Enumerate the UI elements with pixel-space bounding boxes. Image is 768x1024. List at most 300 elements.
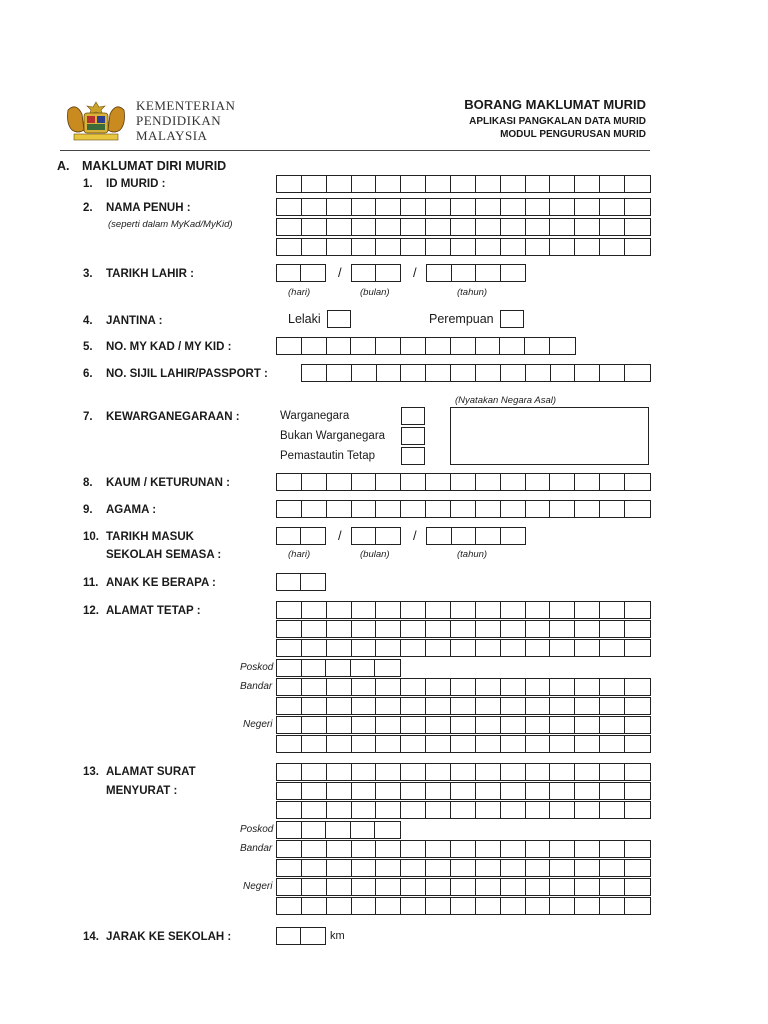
input-box-cell[interactable]	[302, 219, 327, 235]
input-box-cell[interactable]	[550, 474, 575, 490]
input-box-cell[interactable]	[525, 338, 550, 354]
input-box-cell[interactable]	[277, 265, 301, 281]
tarikh-lahir-day-boxes[interactable]	[276, 264, 326, 282]
input-box-cell[interactable]	[327, 219, 352, 235]
input-box-cell[interactable]	[376, 679, 401, 695]
input-box-cell[interactable]	[375, 822, 400, 838]
input-box-cell[interactable]	[600, 698, 625, 714]
input-box-cell[interactable]	[526, 879, 551, 895]
input-box-cell[interactable]	[501, 199, 526, 215]
alamat-tetap-bandar-boxes-row1[interactable]	[276, 678, 651, 696]
tarikh-masuk-month-boxes[interactable]	[351, 527, 401, 545]
input-box-cell[interactable]	[476, 879, 501, 895]
input-box-cell[interactable]	[526, 698, 551, 714]
input-box-cell[interactable]	[376, 860, 401, 876]
nama-penuh-boxes-row2[interactable]	[276, 218, 651, 236]
input-box-cell[interactable]	[625, 239, 650, 255]
input-box-cell[interactable]	[501, 717, 526, 733]
input-box-cell[interactable]	[476, 365, 501, 381]
input-box-cell[interactable]	[575, 783, 600, 799]
input-box-cell[interactable]	[526, 841, 551, 857]
input-box-cell[interactable]	[501, 501, 526, 517]
input-box-cell[interactable]	[277, 474, 302, 490]
alamat-surat-boxes-row3[interactable]	[276, 801, 651, 819]
input-box-cell[interactable]	[352, 679, 377, 695]
input-box-cell[interactable]	[352, 698, 377, 714]
input-box-cell[interactable]	[352, 898, 377, 914]
input-box-cell[interactable]	[302, 660, 327, 676]
input-box-cell[interactable]	[327, 764, 352, 780]
input-box-cell[interactable]	[401, 640, 426, 656]
input-box-cell[interactable]	[600, 783, 625, 799]
alamat-tetap-boxes-row3[interactable]	[276, 639, 651, 657]
input-box-cell[interactable]	[600, 199, 625, 215]
input-box-cell[interactable]	[526, 679, 551, 695]
input-box-cell[interactable]	[327, 338, 352, 354]
input-box-cell[interactable]	[600, 239, 625, 255]
input-box-cell[interactable]	[451, 365, 476, 381]
negara-asal-field[interactable]	[450, 407, 649, 465]
input-box-cell[interactable]	[302, 879, 327, 895]
alamat-surat-boxes-row1[interactable]	[276, 763, 651, 781]
input-box-cell[interactable]	[401, 219, 426, 235]
input-box-cell[interactable]	[625, 736, 650, 752]
input-box-cell[interactable]	[476, 802, 501, 818]
id-murid-boxes[interactable]	[276, 175, 651, 193]
input-box-cell[interactable]	[550, 239, 575, 255]
alamat-tetap-bandar-boxes-row2[interactable]	[276, 697, 651, 715]
input-box-cell[interactable]	[277, 219, 302, 235]
input-box-cell[interactable]	[575, 365, 600, 381]
input-box-cell[interactable]	[501, 898, 526, 914]
input-box-cell[interactable]	[575, 621, 600, 637]
input-box-cell[interactable]	[426, 698, 451, 714]
input-box-cell[interactable]	[352, 501, 377, 517]
input-box-cell[interactable]	[352, 764, 377, 780]
input-box-cell[interactable]	[501, 621, 526, 637]
input-box-cell[interactable]	[352, 736, 377, 752]
input-box-cell[interactable]	[575, 841, 600, 857]
alamat-surat-poskod-boxes[interactable]	[276, 821, 401, 839]
input-box-cell[interactable]	[501, 736, 526, 752]
input-box-cell[interactable]	[575, 879, 600, 895]
alamat-surat-negeri-boxes-row2[interactable]	[276, 897, 651, 915]
tarikh-masuk-year-boxes[interactable]	[426, 527, 526, 545]
input-box-cell[interactable]	[401, 199, 426, 215]
input-box-cell[interactable]	[476, 219, 501, 235]
input-box-cell[interactable]	[600, 736, 625, 752]
input-box-cell[interactable]	[277, 621, 302, 637]
input-box-cell[interactable]	[550, 640, 575, 656]
input-box-cell[interactable]	[352, 841, 377, 857]
input-box-cell[interactable]	[600, 898, 625, 914]
bukan-warganegara-checkbox[interactable]	[401, 427, 425, 445]
input-box-cell[interactable]	[376, 474, 401, 490]
input-box-cell[interactable]	[376, 783, 401, 799]
input-box-cell[interactable]	[351, 660, 376, 676]
input-box-cell[interactable]	[352, 365, 377, 381]
input-box-cell[interactable]	[501, 698, 526, 714]
input-box-cell[interactable]	[551, 365, 576, 381]
input-box-cell[interactable]	[301, 265, 325, 281]
input-box-cell[interactable]	[501, 474, 526, 490]
input-box-cell[interactable]	[600, 802, 625, 818]
input-box-cell[interactable]	[327, 841, 352, 857]
input-box-cell[interactable]	[600, 841, 625, 857]
input-box-cell[interactable]	[451, 602, 476, 618]
input-box-cell[interactable]	[575, 698, 600, 714]
input-box-cell[interactable]	[550, 764, 575, 780]
input-box-cell[interactable]	[302, 679, 327, 695]
input-box-cell[interactable]	[376, 879, 401, 895]
input-box-cell[interactable]	[526, 365, 551, 381]
input-box-cell[interactable]	[376, 176, 401, 192]
input-box-cell[interactable]	[401, 679, 426, 695]
input-box-cell[interactable]	[302, 860, 327, 876]
input-box-cell[interactable]	[575, 860, 600, 876]
input-box-cell[interactable]	[625, 764, 650, 780]
input-box-cell[interactable]	[451, 764, 476, 780]
input-box-cell[interactable]	[575, 501, 600, 517]
input-box-cell[interactable]	[625, 860, 650, 876]
input-box-cell[interactable]	[277, 822, 302, 838]
input-box-cell[interactable]	[476, 474, 501, 490]
input-box-cell[interactable]	[526, 501, 551, 517]
input-box-cell[interactable]	[476, 841, 501, 857]
input-box-cell[interactable]	[526, 219, 551, 235]
input-box-cell[interactable]	[600, 764, 625, 780]
input-box-cell[interactable]	[302, 338, 327, 354]
input-box-cell[interactable]	[401, 501, 426, 517]
input-box-cell[interactable]	[451, 621, 476, 637]
input-box-cell[interactable]	[376, 239, 401, 255]
input-box-cell[interactable]	[327, 621, 352, 637]
input-box-cell[interactable]	[501, 802, 526, 818]
input-box-cell[interactable]	[451, 199, 476, 215]
input-box-cell[interactable]	[575, 199, 600, 215]
input-box-cell[interactable]	[476, 528, 501, 544]
input-box-cell[interactable]	[327, 501, 352, 517]
input-box-cell[interactable]	[427, 528, 452, 544]
input-box-cell[interactable]	[376, 717, 401, 733]
input-box-cell[interactable]	[426, 736, 451, 752]
input-box-cell[interactable]	[376, 265, 400, 281]
input-box-cell[interactable]	[401, 879, 426, 895]
input-box-cell[interactable]	[476, 717, 501, 733]
alamat-surat-bandar-boxes-row2[interactable]	[276, 859, 651, 877]
input-box-cell[interactable]	[451, 501, 476, 517]
input-box-cell[interactable]	[401, 841, 426, 857]
input-box-cell[interactable]	[302, 621, 327, 637]
input-box-cell[interactable]	[500, 338, 525, 354]
input-box-cell[interactable]	[327, 898, 352, 914]
input-box-cell[interactable]	[451, 219, 476, 235]
input-box-cell[interactable]	[550, 219, 575, 235]
input-box-cell[interactable]	[302, 822, 327, 838]
input-box-cell[interactable]	[302, 764, 327, 780]
input-box-cell[interactable]	[600, 879, 625, 895]
input-box-cell[interactable]	[326, 660, 351, 676]
input-box-cell[interactable]	[327, 602, 352, 618]
input-box-cell[interactable]	[302, 841, 327, 857]
input-box-cell[interactable]	[375, 660, 400, 676]
input-box-cell[interactable]	[426, 640, 451, 656]
input-box-cell[interactable]	[302, 736, 327, 752]
input-box-cell[interactable]	[501, 783, 526, 799]
input-box-cell[interactable]	[302, 474, 327, 490]
input-box-cell[interactable]	[302, 176, 327, 192]
input-box-cell[interactable]	[302, 365, 327, 381]
input-box-cell[interactable]	[277, 802, 302, 818]
perempuan-checkbox[interactable]	[500, 310, 524, 328]
input-box-cell[interactable]	[575, 640, 600, 656]
input-box-cell[interactable]	[277, 176, 302, 192]
pemastautin-tetap-checkbox[interactable]	[401, 447, 425, 465]
input-box-cell[interactable]	[401, 698, 426, 714]
alamat-tetap-boxes-row2[interactable]	[276, 620, 651, 638]
input-box-cell[interactable]	[526, 239, 551, 255]
input-box-cell[interactable]	[451, 783, 476, 799]
input-box-cell[interactable]	[327, 860, 352, 876]
tarikh-masuk-day-boxes[interactable]	[276, 527, 326, 545]
input-box-cell[interactable]	[550, 736, 575, 752]
input-box-cell[interactable]	[302, 802, 327, 818]
input-box-cell[interactable]	[376, 199, 401, 215]
input-box-cell[interactable]	[451, 717, 476, 733]
input-box-cell[interactable]	[451, 736, 476, 752]
input-box-cell[interactable]	[550, 783, 575, 799]
input-box-cell[interactable]	[426, 602, 451, 618]
input-box-cell[interactable]	[426, 176, 451, 192]
input-box-cell[interactable]	[376, 841, 401, 857]
input-box-cell[interactable]	[277, 717, 302, 733]
input-box-cell[interactable]	[476, 860, 501, 876]
input-box-cell[interactable]	[625, 219, 650, 235]
input-box-cell[interactable]	[327, 176, 352, 192]
input-box-cell[interactable]	[451, 802, 476, 818]
input-box-cell[interactable]	[575, 176, 600, 192]
input-box-cell[interactable]	[452, 528, 477, 544]
input-box-cell[interactable]	[401, 764, 426, 780]
input-box-cell[interactable]	[501, 528, 525, 544]
input-box-cell[interactable]	[401, 474, 426, 490]
tarikh-lahir-month-boxes[interactable]	[351, 264, 401, 282]
input-box-cell[interactable]	[526, 640, 551, 656]
input-box-cell[interactable]	[426, 679, 451, 695]
input-box-cell[interactable]	[426, 239, 451, 255]
input-box-cell[interactable]	[526, 783, 551, 799]
input-box-cell[interactable]	[625, 640, 650, 656]
input-box-cell[interactable]	[575, 898, 600, 914]
input-box-cell[interactable]	[575, 764, 600, 780]
input-box-cell[interactable]	[476, 640, 501, 656]
input-box-cell[interactable]	[550, 199, 575, 215]
input-box-cell[interactable]	[352, 860, 377, 876]
input-box-cell[interactable]	[501, 640, 526, 656]
input-box-cell[interactable]	[451, 176, 476, 192]
input-box-cell[interactable]	[600, 621, 625, 637]
input-box-cell[interactable]	[451, 239, 476, 255]
alamat-tetap-negeri-boxes-row2[interactable]	[276, 735, 651, 753]
input-box-cell[interactable]	[575, 474, 600, 490]
input-box-cell[interactable]	[427, 265, 452, 281]
input-box-cell[interactable]	[376, 338, 401, 354]
input-box-cell[interactable]	[451, 898, 476, 914]
input-box-cell[interactable]	[426, 621, 451, 637]
input-box-cell[interactable]	[600, 176, 625, 192]
input-box-cell[interactable]	[426, 764, 451, 780]
input-box-cell[interactable]	[476, 679, 501, 695]
input-box-cell[interactable]	[550, 717, 575, 733]
input-box-cell[interactable]	[277, 679, 302, 695]
nama-penuh-boxes-row3[interactable]	[276, 238, 651, 256]
anak-ke-berapa-boxes[interactable]	[276, 573, 326, 591]
input-box-cell[interactable]	[501, 602, 526, 618]
input-box-cell[interactable]	[426, 898, 451, 914]
input-box-cell[interactable]	[301, 528, 325, 544]
input-box-cell[interactable]	[376, 219, 401, 235]
alamat-tetap-boxes-row1[interactable]	[276, 601, 651, 619]
input-box-cell[interactable]	[476, 764, 501, 780]
input-box-cell[interactable]	[326, 822, 351, 838]
kaum-boxes[interactable]	[276, 473, 651, 491]
input-box-cell[interactable]	[327, 802, 352, 818]
input-box-cell[interactable]	[352, 176, 377, 192]
input-box-cell[interactable]	[302, 640, 327, 656]
input-box-cell[interactable]	[476, 176, 501, 192]
input-box-cell[interactable]	[376, 602, 401, 618]
input-box-cell[interactable]	[426, 783, 451, 799]
input-box-cell[interactable]	[302, 199, 327, 215]
input-box-cell[interactable]	[277, 660, 302, 676]
input-box-cell[interactable]	[451, 698, 476, 714]
input-box-cell[interactable]	[302, 239, 327, 255]
input-box-cell[interactable]	[476, 501, 501, 517]
input-box-cell[interactable]	[376, 501, 401, 517]
input-box-cell[interactable]	[625, 176, 650, 192]
lelaki-checkbox[interactable]	[327, 310, 351, 328]
input-box-cell[interactable]	[277, 338, 302, 354]
input-box-cell[interactable]	[352, 239, 377, 255]
input-box-cell[interactable]	[501, 879, 526, 895]
input-box-cell[interactable]	[352, 602, 377, 618]
input-box-cell[interactable]	[302, 698, 327, 714]
sijil-lahir-boxes[interactable]	[301, 364, 651, 382]
input-box-cell[interactable]	[401, 717, 426, 733]
input-box-cell[interactable]	[526, 717, 551, 733]
input-box-cell[interactable]	[277, 764, 302, 780]
input-box-cell[interactable]	[352, 717, 377, 733]
input-box-cell[interactable]	[401, 176, 426, 192]
input-box-cell[interactable]	[501, 764, 526, 780]
input-box-cell[interactable]	[426, 501, 451, 517]
input-box-cell[interactable]	[401, 898, 426, 914]
input-box-cell[interactable]	[625, 898, 650, 914]
input-box-cell[interactable]	[451, 474, 476, 490]
input-box-cell[interactable]	[376, 736, 401, 752]
input-box-cell[interactable]	[302, 602, 327, 618]
input-box-cell[interactable]	[327, 783, 352, 799]
input-box-cell[interactable]	[550, 698, 575, 714]
jarak-boxes[interactable]	[276, 927, 326, 945]
input-box-cell[interactable]	[376, 621, 401, 637]
input-box-cell[interactable]	[426, 474, 451, 490]
input-box-cell[interactable]	[352, 265, 376, 281]
input-box-cell[interactable]	[327, 679, 352, 695]
input-box-cell[interactable]	[526, 764, 551, 780]
input-box-cell[interactable]	[600, 474, 625, 490]
mykad-boxes[interactable]	[276, 337, 576, 355]
input-box-cell[interactable]	[625, 621, 650, 637]
alamat-surat-boxes-row2[interactable]	[276, 782, 651, 800]
input-box-cell[interactable]	[600, 679, 625, 695]
input-box-cell[interactable]	[376, 640, 401, 656]
input-box-cell[interactable]	[476, 239, 501, 255]
input-box-cell[interactable]	[352, 879, 377, 895]
input-box-cell[interactable]	[401, 802, 426, 818]
input-box-cell[interactable]	[526, 199, 551, 215]
input-box-cell[interactable]	[426, 802, 451, 818]
input-box-cell[interactable]	[277, 879, 302, 895]
input-box-cell[interactable]	[277, 698, 302, 714]
input-box-cell[interactable]	[351, 338, 376, 354]
input-box-cell[interactable]	[426, 199, 451, 215]
input-box-cell[interactable]	[600, 860, 625, 876]
input-box-cell[interactable]	[451, 879, 476, 895]
input-box-cell[interactable]	[452, 265, 477, 281]
input-box-cell[interactable]	[625, 698, 650, 714]
input-box-cell[interactable]	[301, 574, 325, 590]
input-box-cell[interactable]	[327, 879, 352, 895]
input-box-cell[interactable]	[600, 501, 625, 517]
input-box-cell[interactable]	[302, 783, 327, 799]
input-box-cell[interactable]	[550, 621, 575, 637]
input-box-cell[interactable]	[501, 176, 526, 192]
input-box-cell[interactable]	[550, 841, 575, 857]
input-box-cell[interactable]	[550, 501, 575, 517]
input-box-cell[interactable]	[327, 474, 352, 490]
input-box-cell[interactable]	[501, 239, 526, 255]
input-box-cell[interactable]	[625, 602, 650, 618]
input-box-cell[interactable]	[625, 717, 650, 733]
input-box-cell[interactable]	[625, 199, 650, 215]
input-box-cell[interactable]	[277, 898, 302, 914]
input-box-cell[interactable]	[302, 717, 327, 733]
input-box-cell[interactable]	[377, 365, 402, 381]
input-box-cell[interactable]	[327, 199, 352, 215]
input-box-cell[interactable]	[376, 898, 401, 914]
input-box-cell[interactable]	[277, 199, 302, 215]
input-box-cell[interactable]	[526, 802, 551, 818]
input-box-cell[interactable]	[501, 219, 526, 235]
input-box-cell[interactable]	[451, 338, 476, 354]
input-box-cell[interactable]	[501, 679, 526, 695]
input-box-cell[interactable]	[327, 239, 352, 255]
input-box-cell[interactable]	[277, 860, 302, 876]
input-box-cell[interactable]	[476, 783, 501, 799]
tarikh-lahir-year-boxes[interactable]	[426, 264, 526, 282]
input-box-cell[interactable]	[550, 176, 575, 192]
input-box-cell[interactable]	[501, 265, 525, 281]
input-box-cell[interactable]	[550, 602, 575, 618]
input-box-cell[interactable]	[625, 783, 650, 799]
alamat-surat-negeri-boxes-row1[interactable]	[276, 878, 651, 896]
input-box-cell[interactable]	[501, 365, 526, 381]
input-box-cell[interactable]	[277, 736, 302, 752]
input-box-cell[interactable]	[277, 528, 301, 544]
input-box-cell[interactable]	[451, 860, 476, 876]
input-box-cell[interactable]	[575, 239, 600, 255]
